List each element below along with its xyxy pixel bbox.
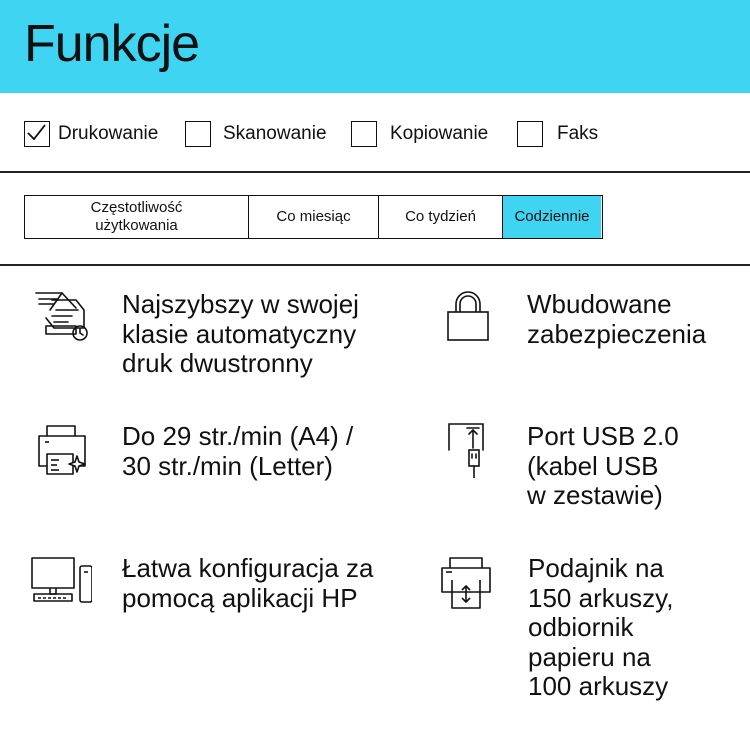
function-drukowanie[interactable] (24, 114, 158, 154)
frequency-label-text: Częstotliwość użytkowania (90, 199, 183, 234)
frequency-option-monthly: Co miesiąc (249, 196, 379, 238)
function-skanowanie[interactable] (185, 114, 327, 154)
feature-text: Podajnik na 150 arkuszy, odbiornik papieru na 100 arkuszy (528, 553, 674, 701)
feature-text: Łatwa konfiguracja za pomocą aplikacji HP (122, 553, 374, 613)
frequency-label (25, 196, 249, 238)
function-label: Faks (557, 123, 599, 144)
header-banner (0, 0, 750, 93)
usb-port-icon (447, 422, 509, 478)
checkmark-icon (23, 120, 49, 146)
function-label: Kopiowanie (390, 123, 489, 144)
functions-row (0, 114, 750, 154)
function-kopiowanie[interactable] (351, 114, 488, 154)
function-label: Skanowanie (223, 123, 327, 144)
feature-text: Do 29 str./min (A4) / 30 str./min (Letter) (122, 421, 354, 481)
feature-text: Port USB 2.0 (kabel USB w zestawie) (527, 421, 679, 510)
feature-text: Najszybszy w swojej klasie automatyczny druk dwustronny (122, 289, 359, 378)
checkbox-checked[interactable] (24, 121, 50, 147)
printer-speed-icon (33, 422, 95, 478)
desktop-computer-icon (30, 554, 92, 610)
function-label: Drukowanie (58, 123, 159, 144)
feature-text: Wbudowane zabezpieczenia (527, 289, 707, 349)
paper-tray-icon (438, 554, 500, 610)
usage-frequency-table (24, 195, 603, 239)
checkbox-unchecked[interactable] (351, 121, 377, 147)
frequency-option-weekly: Co tydzień (379, 196, 503, 238)
page-title: Funkcje (24, 15, 200, 73)
duplex-print-icon (32, 288, 94, 344)
divider (0, 264, 750, 266)
checkbox-unchecked[interactable] (517, 121, 543, 147)
frequency-option-daily: Codziennie (503, 196, 601, 238)
padlock-icon (442, 288, 504, 344)
function-faks[interactable] (517, 114, 598, 154)
checkbox-unchecked[interactable] (185, 121, 211, 147)
divider (0, 171, 750, 173)
